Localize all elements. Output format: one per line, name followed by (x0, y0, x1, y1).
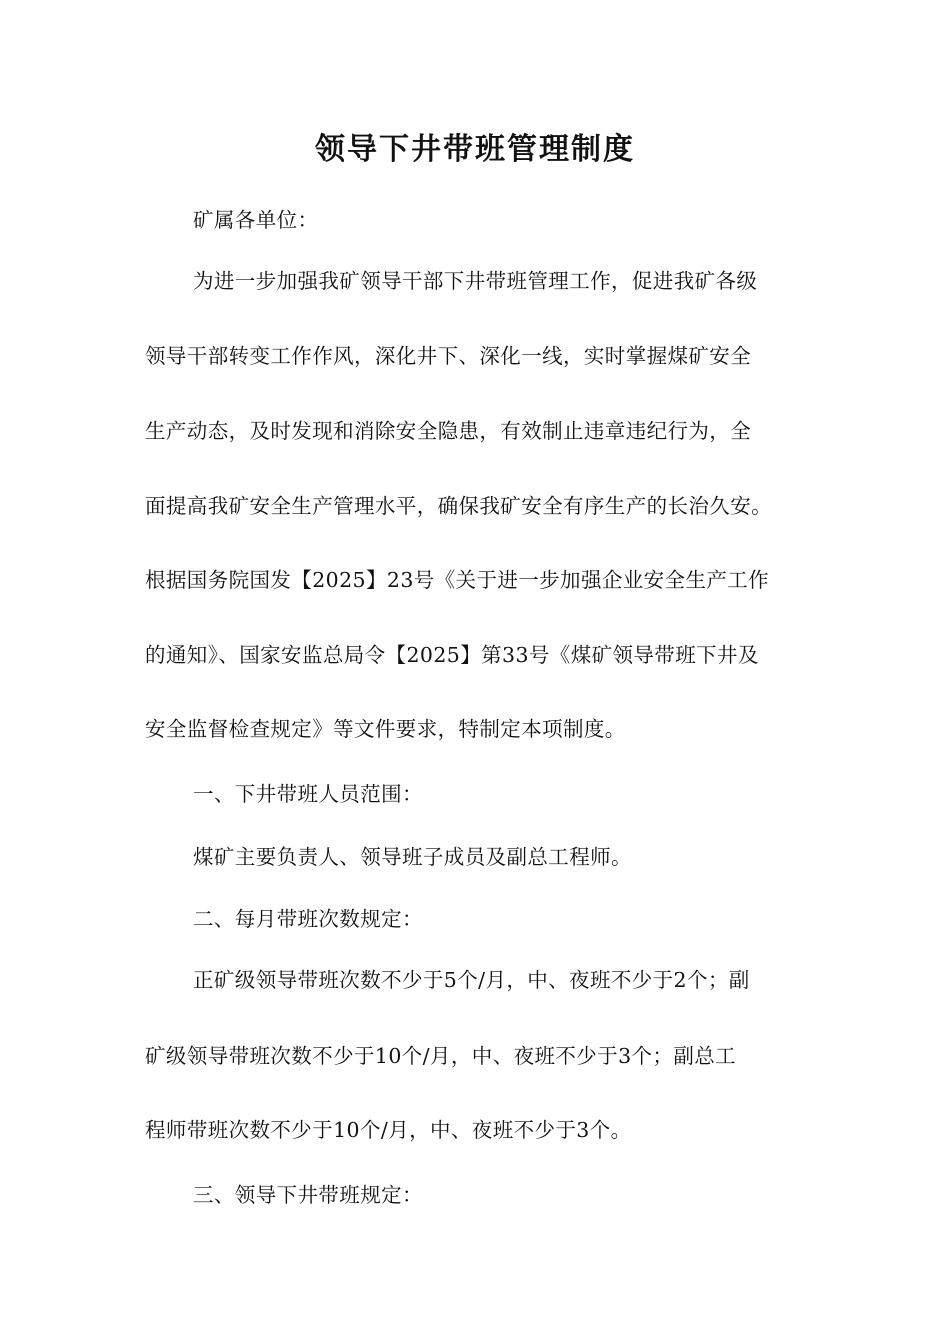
section-heading: 一、下井带班人员范围： (193, 782, 423, 806)
document-title: 领导下井带班管理制度 (315, 132, 635, 167)
salutation: 矿属各单位： (193, 208, 319, 232)
section-heading: 二、每月带班次数规定： (193, 907, 423, 931)
paragraph-line: 根据国务院国发【2025】23号《关于进一步加强企业安全生产工作 (145, 568, 770, 592)
paragraph-line: 面提高我矿安全生产管理水平，确保我矿安全有序生产的长治久安。 (145, 494, 772, 518)
paragraph-line: 正矿级领导带班次数不少于5个/月，中、夜班不少于2个；副 (193, 968, 750, 992)
paragraph-line: 生产动态，及时发现和消除安全隐患，有效制止违章违纪行为，全 (145, 419, 752, 443)
paragraph-line: 的通知》、国家安监总局令【2025】第33号《煤矿领导带班下井及 (145, 643, 759, 667)
paragraph-line: 煤矿主要负责人、领导班子成员及副总工程师。 (193, 845, 632, 869)
paragraph-line: 为进一步加强我矿领导干部下井带班管理工作，促进我矿各级 (193, 269, 758, 293)
paragraph-line: 矿级领导带班次数不少于10个/月，中、夜班不少于3个；副总工 (145, 1044, 737, 1068)
section-heading: 三、领导下井带班规定： (193, 1183, 423, 1207)
paragraph-line: 程师带班次数不少于10个/月，中、夜班不少于3个。 (145, 1118, 632, 1142)
paragraph-line: 领导干部转变工作作风，深化井下、深化一线，实时掌握煤矿安全 (145, 344, 752, 368)
paragraph-line: 安全监督检查规定》等文件要求，特制定本项制度。 (145, 717, 626, 741)
